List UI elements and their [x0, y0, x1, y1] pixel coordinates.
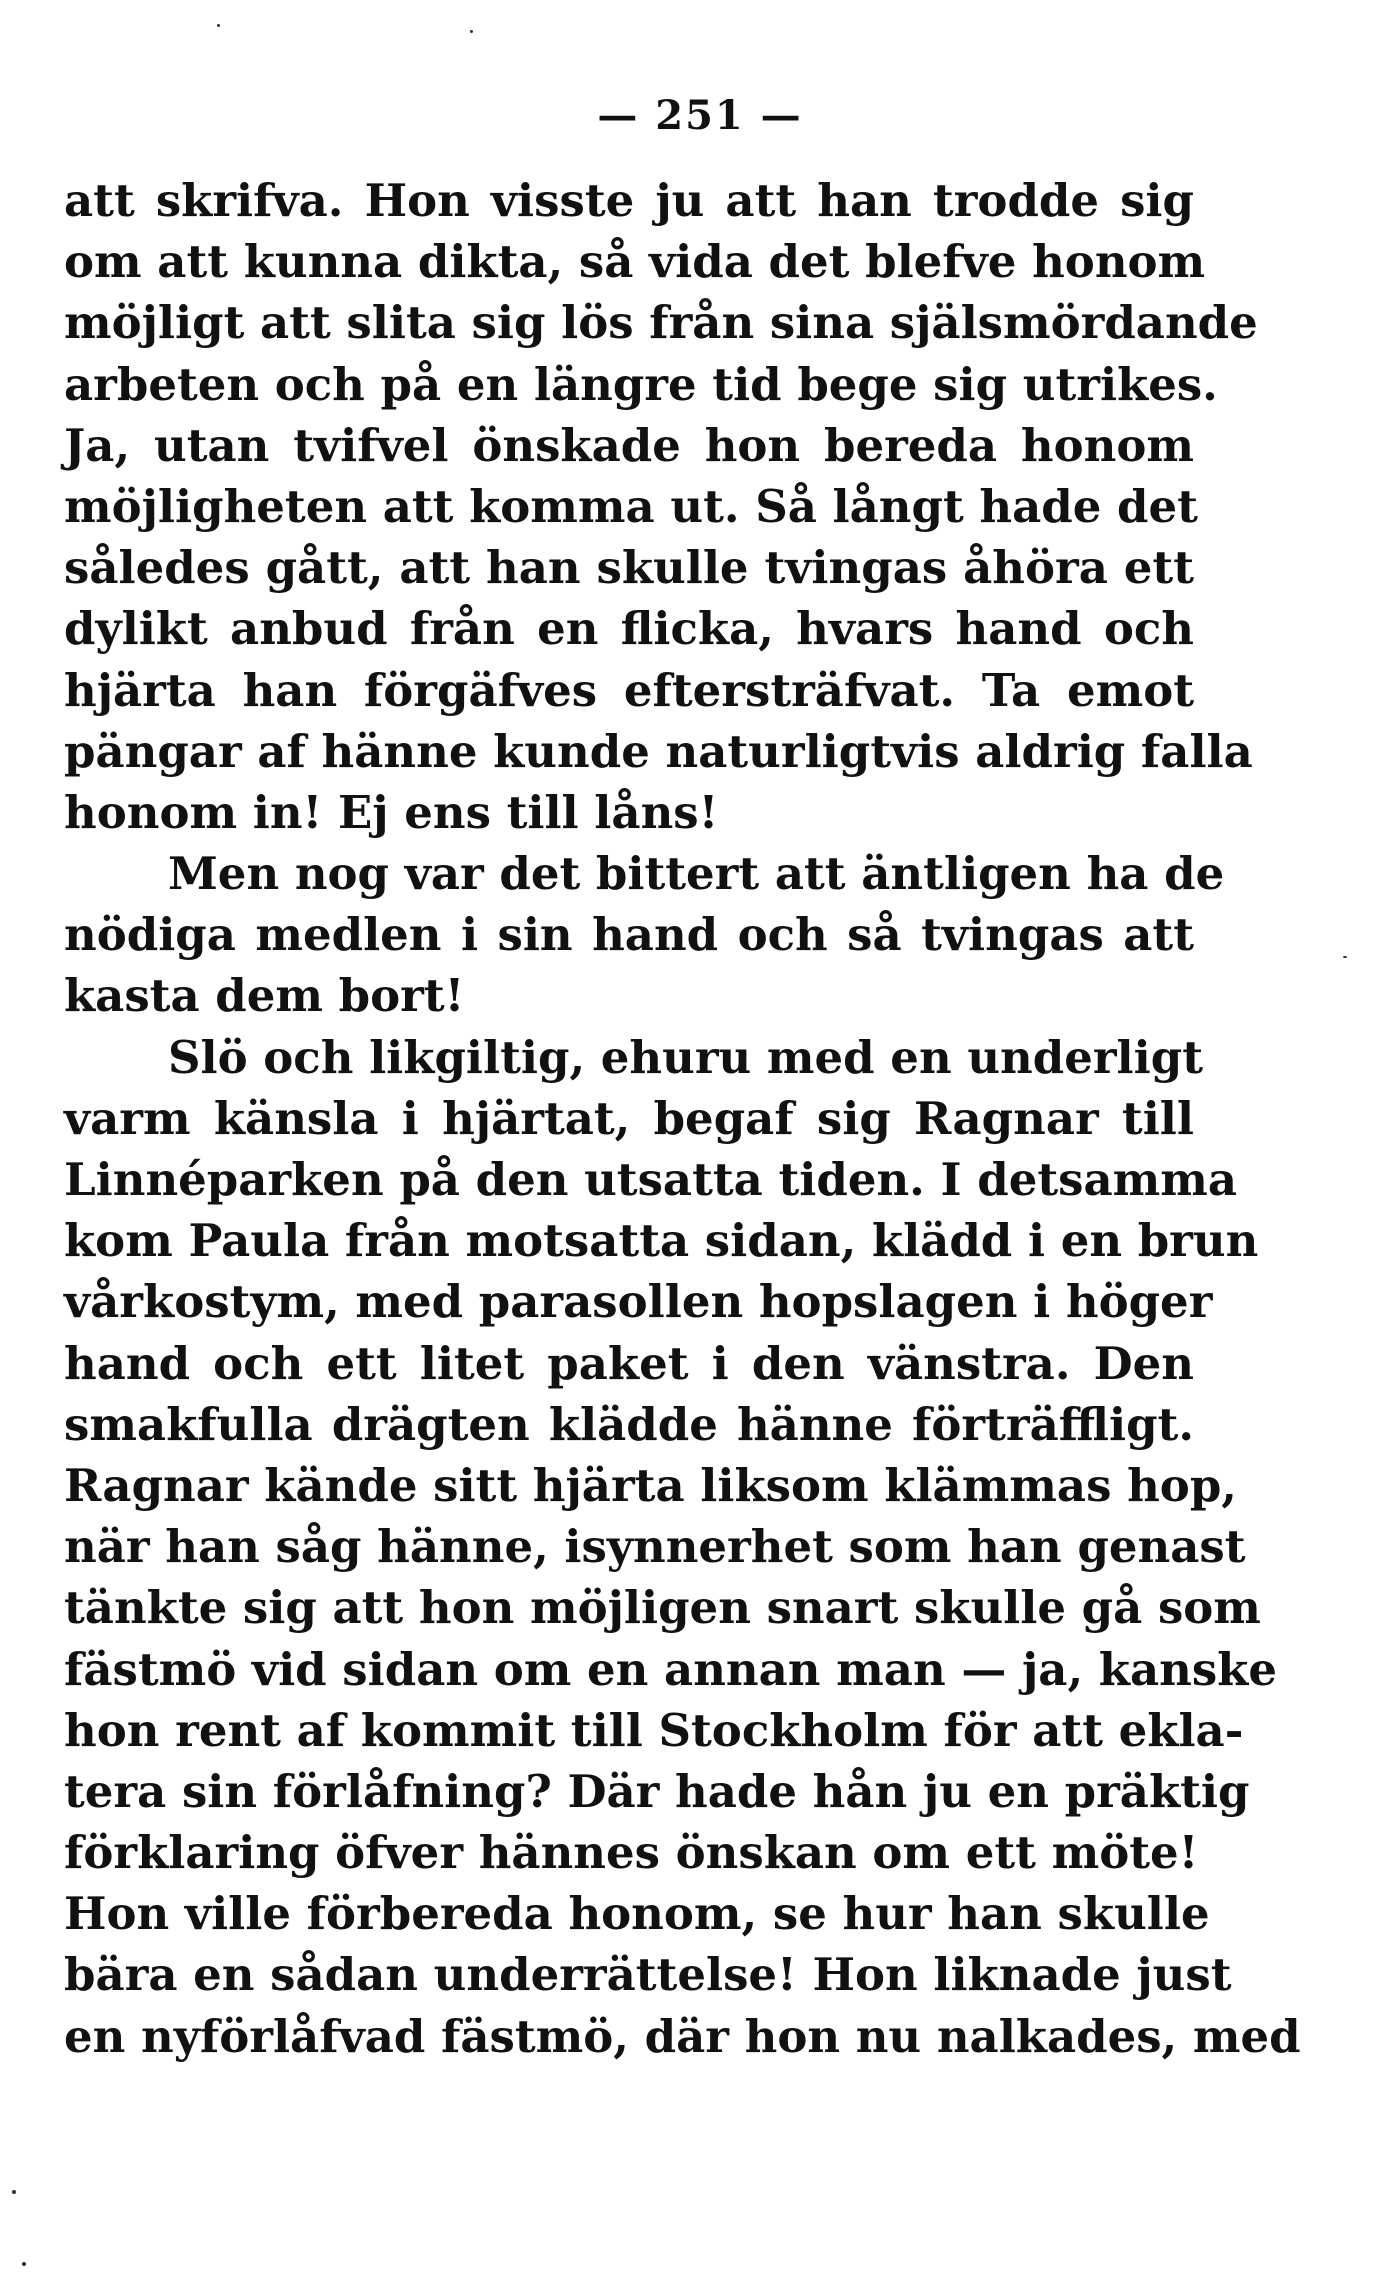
text-line: varm känsla i hjärtat, begaf sig Ragnar till [64, 1091, 1194, 1145]
text-line: pängar af hänne kunde naturligtvis aldrig falla [64, 724, 1253, 778]
scan-speck [22, 2262, 26, 2266]
text-line: hjärta han förgäfves eftersträfvat. Ta emot [64, 663, 1194, 717]
text-line: Ja, utan tvifvel önskade hon bereda honom [64, 418, 1194, 472]
text-line: tera sin förlåfning? Där hade hån ju en präktig [64, 1764, 1250, 1818]
text-line: vårkostym, med parasollen hopslagen i höger [64, 1275, 1213, 1329]
text-line: dylikt anbud från en flicka, hvars hand och [64, 602, 1194, 656]
text-line: att skrifva. Hon visste ju att han trodde sig [64, 174, 1194, 227]
text-line: arbeten och på en längre tid bege sig utrikes. [64, 357, 1218, 411]
text-line: tänkte sig att hon möjligen snart skulle gå som [64, 1581, 1261, 1635]
body-text [64, 170, 1301, 2067]
text-line: kom Paula från motsatta sidan, klädd i en brun [64, 1214, 1259, 1268]
text-line: således gått, att han skulle tvingas åhöra ett [64, 541, 1194, 595]
text-line: smakfulla drägten klädde hänne förträffligt. [64, 1397, 1194, 1451]
text-line: hon rent af kommit till Stockholm för att ekla- [64, 1703, 1244, 1757]
text-line: Hon ville förbereda honom, se hur han skulle [64, 1887, 1210, 1941]
text-line: möjligheten att komma ut. Så långt hade det [64, 479, 1198, 533]
scan-speck [470, 30, 473, 33]
scan-speck [12, 2190, 16, 2194]
text-line: nödiga medlen i sin hand och så tvingas att [64, 908, 1194, 962]
scan-speck [1343, 956, 1347, 958]
text-line: kasta dem bort! [64, 969, 465, 1023]
page-number: — 251 — [597, 92, 803, 139]
text-line: Linnéparken på den utsatta tiden. I detsamma [64, 1153, 1237, 1206]
text-line: förklaring öfver hännes önskan om ett möte! [64, 1826, 1199, 1880]
text-line: Ragnar kände sitt hjärta liksom klämmas hop, [64, 1458, 1237, 1512]
text-line: Slö och likgiltig, ehuru med en underligt [168, 1030, 1203, 1084]
text-line: fästmö vid sidan om en annan man — ja, kanske [64, 1642, 1277, 1696]
text-line: bära en sådan underrättelse! Hon liknade just [64, 1948, 1232, 2002]
text-line: Men nog var det bittert att äntligen ha de [168, 847, 1225, 901]
text-line: en nyförlåfvad fästmö, där hon nu nalkades, med [64, 2009, 1301, 2063]
text-line: möjligt att slita sig lös från sina själsmördande [64, 296, 1258, 350]
text-line: honom in! Ej ens till låns! [64, 785, 719, 839]
text-line: när han såg hänne, isynnerhet som han genast [64, 1520, 1246, 1574]
text-line: om att kunna dikta, så vida det blefve honom [64, 235, 1206, 289]
scan-speck [217, 24, 220, 27]
text-line: hand och ett litet paket i den vänstra. Den [64, 1336, 1194, 1390]
